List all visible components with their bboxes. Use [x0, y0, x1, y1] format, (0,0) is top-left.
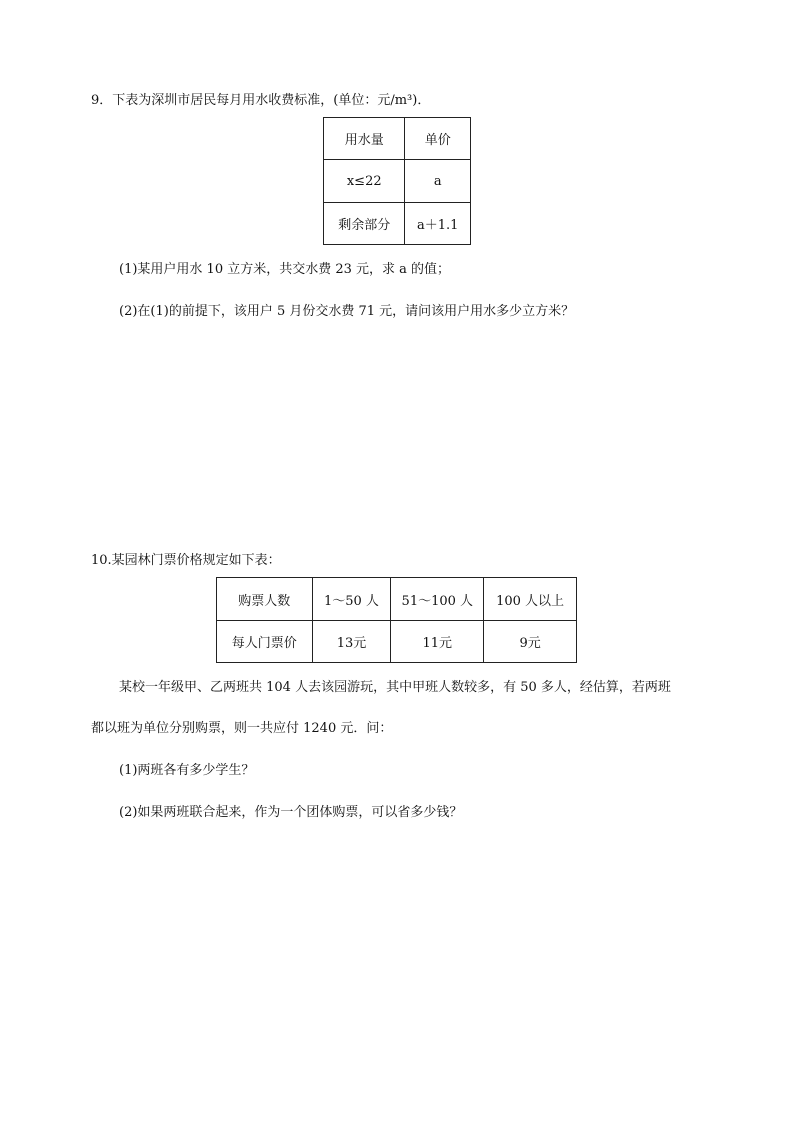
water-table-cell: a＋1.1: [405, 203, 471, 245]
ticket-table-cell: 11元: [391, 621, 484, 663]
q10-subquestion-1: (1)两班各有多少学生？: [119, 763, 255, 778]
ticket-table-header: 购票人数: [217, 578, 313, 621]
ticket-table-cell: 9元: [484, 621, 577, 663]
water-table-cell: 剩余部分: [324, 203, 405, 245]
water-table-cell: a: [405, 160, 471, 203]
ticket-table-header: 100 人以上: [484, 578, 577, 621]
water-table-header-usage: 用水量: [324, 118, 405, 160]
q10-title: 10.某园林门票价格规定如下表：: [91, 553, 281, 568]
q9-title: 9．下表为深圳市居民每月用水收费标准，(单位：元/m³)．: [91, 93, 431, 108]
ticket-table-header: 51～100 人: [391, 578, 484, 621]
q9-subquestion-1: (1)某用户用水 10 立方米，共交水费 23 元，求 a 的值；: [119, 262, 451, 277]
water-table-header-price: 单价: [405, 118, 471, 160]
ticket-table-cell: 每人门票价: [217, 621, 313, 663]
ticket-table-header: 1～50 人: [312, 578, 391, 621]
ticket-table-cell: 13元: [312, 621, 391, 663]
q10-paragraph-line-1: 某校一年级甲、乙两班共 104 人去该园游玩，其中甲班人数较多，有 50 多人，经估算，若两班: [119, 680, 671, 695]
q9-subquestion-2: (2)在(1)的前提下，该用户 5 月份交水费 71 元，请问该用户用水多少立方米？: [119, 304, 575, 319]
water-fee-table: [323, 117, 471, 245]
q10-subquestion-2: (2)如果两班联合起来，作为一个团体购票，可以省多少钱？: [119, 805, 463, 820]
q10-paragraph-line-2: 都以班为单位分别购票，则一共应付 1240 元．问：: [91, 721, 393, 736]
ticket-price-table: [216, 577, 577, 663]
water-table-cell: x≤22: [324, 160, 405, 203]
